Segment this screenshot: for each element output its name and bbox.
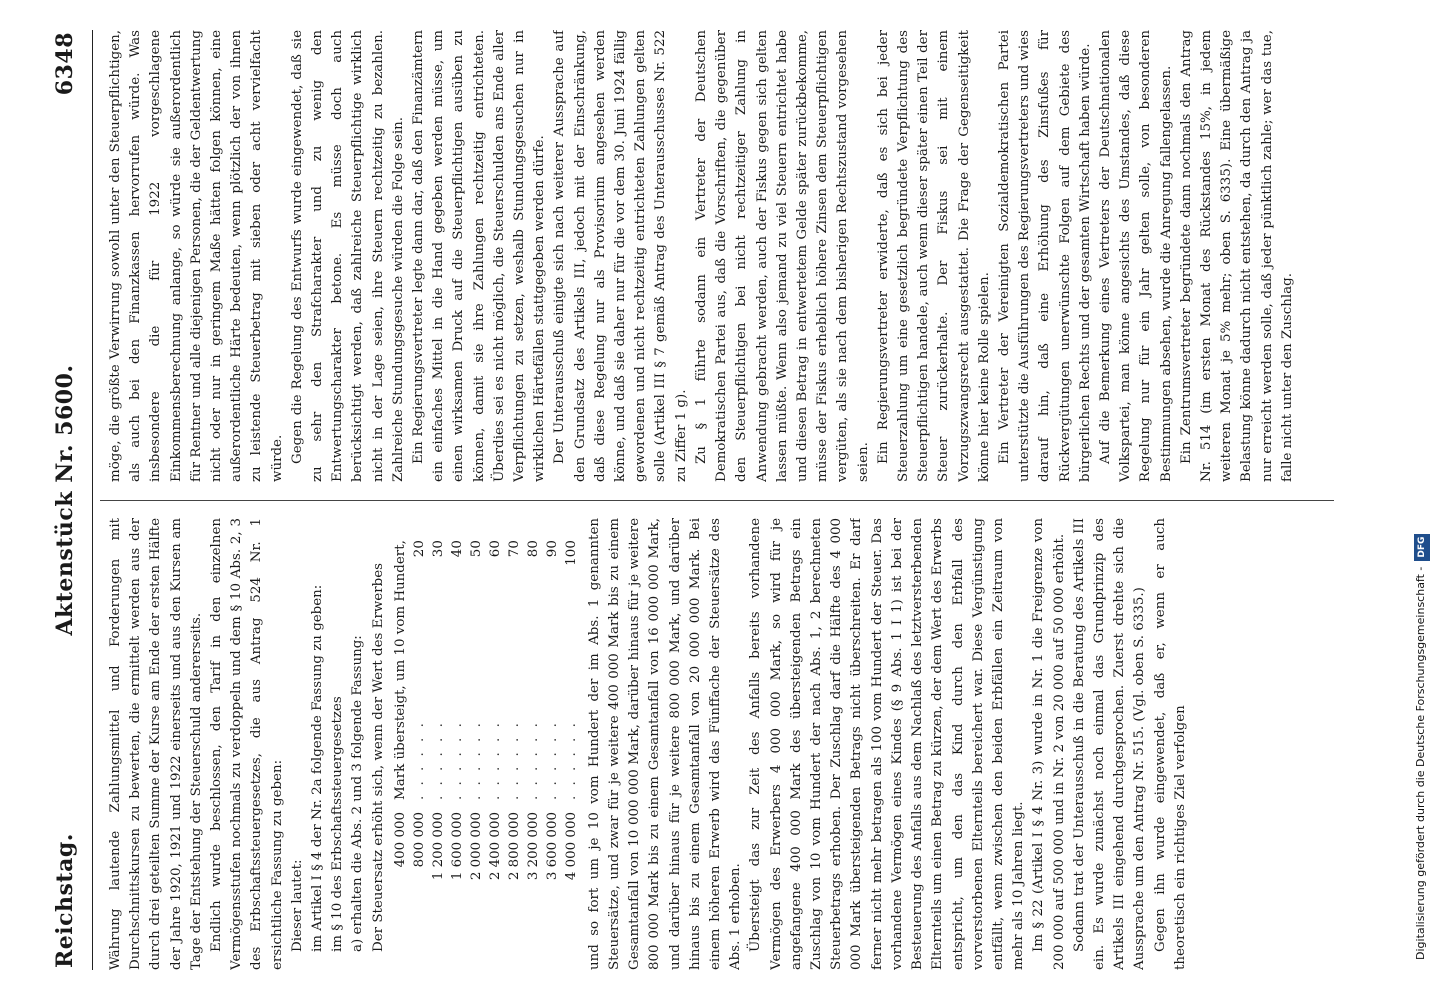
rate-cell: 90 bbox=[544, 540, 560, 558]
rate-cell: 100 bbox=[563, 540, 579, 566]
dot-leader: . . . . . . bbox=[525, 720, 541, 800]
paragraph: im Artikel I § 4 der Nr. 2a folgende Fassung zu geben: bbox=[310, 584, 326, 952]
rate-cell: 70 bbox=[506, 540, 522, 558]
dot-leader: . . . . . . bbox=[411, 720, 427, 800]
paragraph: Ein Zentrumsvertreter begründete dann nochmals den Antrag Nr. 514 (im ersten Monat des Rückstandes 15%, in jedem weiteren Monat je 5% mehr; oben S. 6335). Eine übermäßige Belastung könne dadurch nicht entstehen, da durch den Antrag ja nur erreicht werden solle, daß jeder pünktlich zahle; wer das tue, falle nicht unter den Zuschlag. bbox=[1178, 30, 1295, 482]
paragraph: und so fort um je 10 vom Hundert der im Abs. 1 genannten Steuersätze, und zwar für je weitere 400 000 Mark bis zu einem Gesamtanfall von 10 000 000 Mark, darüber hinaus für je weitere 800 000 Mark bis zu einem Gesamtanfall von 16 000 000 Mark, und darüber hinaus für je weitere 800 000 Mark, und darüber hinaus bis zu einem Gesamtanfall von 20 000 000 Mark. Bei einem höheren Erwerb wird das Fünffache der Steuersätze des Abs. 1 erhoben. bbox=[586, 518, 744, 970]
paragraph: Ein Vertreter der Vereinigten Sozialdemokratischen Partei unterstützte die Ausführungen des Regierungsvertreters und wies darauf hin, daß eine Erhöhung des Zinsfußes für Rückvergütungen unerwünschte Folgen auf dem Gebiete des bürgerlichen Rechts und der gesamten Wirtschaft haben würde. bbox=[996, 30, 1093, 482]
rate-cell: 30 bbox=[430, 540, 446, 558]
table-row bbox=[410, 534, 429, 910]
paragraph: Ein Regierungsvertreter legte dann dar, daß den Finanzämtern ein einfaches Mittel in die Hand gegeben werden müsse, um einen wirksamen Druck auf die Steuerpflichtigen ausüben zu können, damit sie ihre Zahlungen rechtzeitig entrichteten. Überdies sei es nicht möglich, die Steuerschulden ans Ende aller Verpflichtungen zu setzen, weshalb Stundungsgesuchen nur in wirklichen Härtefällen stattgegeben werden dürfe. bbox=[411, 30, 548, 482]
table-row bbox=[505, 534, 524, 910]
paragraph: Der Steuersatz erhöht sich, wenn der Wert des Erwerbes bbox=[370, 563, 386, 952]
page-number: 6348 bbox=[52, 32, 78, 96]
rate-intro-text: Mark übersteigt, um 10 vom Hundert, bbox=[392, 540, 408, 800]
rate-cell: 40 bbox=[449, 540, 465, 558]
amount-cell: 800 000 bbox=[411, 812, 427, 868]
rate-cell: 60 bbox=[487, 540, 503, 558]
rate-cell: 80 bbox=[525, 540, 541, 558]
paragraph: Der Unterausschuß einigte sich nach weiterer Aussprache auf den Grundsatz des Artikels III, jedoch mit der Einschränkung, daß diese Regelung nur als Provisorium angesehen werden könne, und daß sie daher nur für die vor dem 30. Juni 1924 fällig gewordenen und nicht rechtzeitig entrichteten Zahlungen gelten solle (Artikel III § 7 gemäß Antrag des Unterausschusses Nr. 522 zu Ziffer 1 g). bbox=[552, 30, 689, 482]
paragraph: Im § 22 (Artikel I § 4 Nr. 3) wurde in Nr. 1 die Freigrenze von 200 000 auf 500 000 und in Nr. 2 von 20 000 auf 50 000 erhöht. bbox=[1031, 518, 1067, 970]
table-row bbox=[524, 534, 543, 910]
dot-leader: . . . . . . bbox=[487, 720, 503, 800]
paragraph: Ein Regierungsvertreter erwiderte, daß es sich bei jeder Steuerzahlung um eine gesetzlich begründete Verpflichtung des Steuerpflichtigen handele, auch wenn dieser später einen Teil der Steuer zurückerhalte. Der Fiskus sei mit einem Vorzugszwangsrecht ausgestattet. Die Frage der Gegenseitigkeit könne hier keine Rolle spielen. bbox=[875, 30, 992, 482]
page-header bbox=[48, 30, 93, 970]
amount-cell: 3 200 000 bbox=[525, 812, 541, 881]
amount-cell: 2 400 000 bbox=[487, 812, 503, 881]
table-row bbox=[543, 534, 562, 910]
paragraph: Sodann trat der Unterausschuß in die Beratung des Artikels III ein. Es wurde zunächst noch einmal das Grundprinzip des Artikels III eingehend durchgesprochen. Zuerst drehte sich die Aussprache um den Antrag Nr. 515. (Vgl. oben S. 6335.) bbox=[1071, 518, 1148, 970]
paragraph: Gegen ihn wurde eingewendet, daß er, wenn er auch theoretisch ein richtiges Ziel verfolgen bbox=[1152, 518, 1188, 970]
right-column bbox=[106, 30, 1331, 482]
table-row bbox=[391, 534, 410, 910]
paragraph: Übersteigt das zur Zeit des Anfalls bereits vorhandene Vermögen des Erwerbers 4 000 000 Mark, so wird für je angefangene 400 000 Mark des übersteigenden Betrags ein Zuschlag von 10 vom Hundert der nach Abs. 1, 2 berechneten Steuerbetrags erhoben. Der Zuschlag darf die Hälfte des 4 000 000 Mark übersteigenden Betrags nicht überschreiten. Er darf ferner nicht mehr betragen als 100 vom Hundert der Steuer. Das vorhandene Vermögen eines Kindes (§ 9 Abs. 1 I 1) ist bei der Besteuerung des Anfalls aus dem Nachlaß des letztversterbenden Elternteils um einen Betrag zu kürzen, der dem Wert des Erwerbs entspricht, um den das Kind durch den Erbfall des vorverstorbenen Elternteils bereichert war. Diese Vergünstigung entfällt, wenn zwischen den beiden Erbfällen ein Zeitraum von mehr als 10 Jahren liegt. bbox=[748, 518, 1027, 970]
amount-cell: 2 000 000 bbox=[468, 812, 484, 881]
dot-leader: . . . . . . bbox=[506, 720, 522, 800]
tax-rate-table bbox=[391, 534, 581, 910]
paragraph: Gegen die Regelung des Entwurfs wurde eingewendet, daß sie zu sehr den Strafcharakter und zu wenig den Entwertungscharakter betone. Es müsse doch auch berücksichtigt werden, daß zahlreiche Steuerpflichtige wirklich nicht in der Lage seien, ihre Steuern rechtzeitig zu bezahlen. Zahlreiche Stundungsgesuche würden die Folge sein. bbox=[289, 30, 406, 482]
amount-cell: 4 000 000 bbox=[563, 812, 579, 881]
left-column bbox=[106, 518, 1331, 970]
paragraph: Zu § 1 führte sodann ein Vertreter der Deutschen Demokratischen Partei aus, daß die Vorschriften, die gegenüber den Steuerpflichtigen bei nicht rechtzeitiger Zahlung in Anwendung gebracht werden, auch der Fiskus gegen sich gelten lassen müßte. Wenn also jemand zu viel Steuern entrichtet habe und diesen Betrag in entwertetem Gelde später zurückbekomme, müsse der Fiskus erheblich höhere Zinsen dem Steuerpflichtigen vergüten, als sie nach dem bisherigen Rechtszustand vorgesehen seien. bbox=[693, 30, 871, 482]
table-row bbox=[467, 534, 486, 910]
amount-cell: 2 800 000 bbox=[506, 812, 522, 881]
table-row bbox=[562, 534, 581, 910]
header-title: Aktenstück Nr. 5600. bbox=[52, 364, 78, 636]
paragraph: im § 10 des Erbschaftssteuergesetzes bbox=[330, 696, 346, 952]
digitization-strip bbox=[1402, 0, 1434, 1000]
column-divider bbox=[100, 500, 1334, 501]
amount-cell: 3 600 000 bbox=[544, 812, 560, 881]
document-page bbox=[48, 30, 1338, 970]
dot-leader: . . . . . . bbox=[544, 720, 560, 800]
table-row bbox=[429, 534, 448, 910]
paragraph: Währung lautende Zahlungsmittel und Forderungen mit Durchschnittskursen zu bewerten, die ermittelt werden aus der durch drei geteilten Summe der Kurse am Ende der ersten Hälfte der Jahre 1920, 1921 und 1922 einerseits und aus den Kursen am Tage der Entstehung der Steuerschuld andererseits. bbox=[108, 518, 204, 970]
table-row bbox=[448, 534, 467, 910]
rate-cell: 50 bbox=[468, 540, 484, 558]
amount-cell: 400 000 bbox=[392, 812, 408, 868]
paragraph: Endlich wurde beschlossen, den Tarif in den einzelnen Vermögensstufen nochmals zu verdoppeln und dem § 10 Abs. 2, 3 des Erbschaftssteuergesetzes, die aus Antrag 524 Nr. 1 ersichtliche Fassung zu geben: bbox=[209, 518, 285, 970]
paragraph: Dieser lautet: bbox=[289, 859, 305, 952]
dfg-logo: DFG bbox=[1414, 534, 1430, 561]
amount-cell: 1 200 000 bbox=[430, 812, 446, 881]
dot-leader: . . . . . . bbox=[430, 720, 446, 800]
dot-leader: . . . . . . bbox=[563, 720, 579, 800]
paragraph: Auf die Bemerkung eines Vertreters der Deutschnationalen Volkspartei, man könne angesichts des Umstandes, daß diese Regelung nur für ein Jahr gelten solle, von besonderen Bestimmungen absehen, wurde die Anregung fallengelassen. bbox=[1097, 30, 1174, 482]
digitization-note bbox=[1414, 0, 1434, 1000]
table-row bbox=[486, 534, 505, 910]
amount-cell: 1 600 000 bbox=[449, 812, 465, 881]
dot-leader: . . . . . . bbox=[449, 720, 465, 800]
digitization-text: Digitalisierung gefördert durch die Deutsche Forschungsgemeinschaft - bbox=[1414, 566, 1427, 960]
paragraph: möge, die größte Verwirrung sowohl unter den Steuerpflichtigen, als auch bei den Finanzkassen hervorrufen würde. Was insbesondere die für 1922 vorgeschlagene Einkommensberechnung anlange, so würde sie außerordentlich für Rentner und alle diejenigen Personen, die der Geldentwertung nicht oder nur in geringem Maße hätten folgen können, eine außerordentliche Härte bedeuten, wenn plötzlich der von ihnen zu leistende Steuerbetrag mit sieben oder acht vervielfacht würde. bbox=[108, 30, 285, 482]
dot-leader: . . . . . . bbox=[468, 720, 484, 800]
paragraph: a) erhalten die Abs. 2 und 3 folgende Fassung: bbox=[350, 635, 366, 952]
rate-cell: 20 bbox=[411, 540, 427, 558]
header-left: Reichstag. bbox=[52, 833, 78, 968]
